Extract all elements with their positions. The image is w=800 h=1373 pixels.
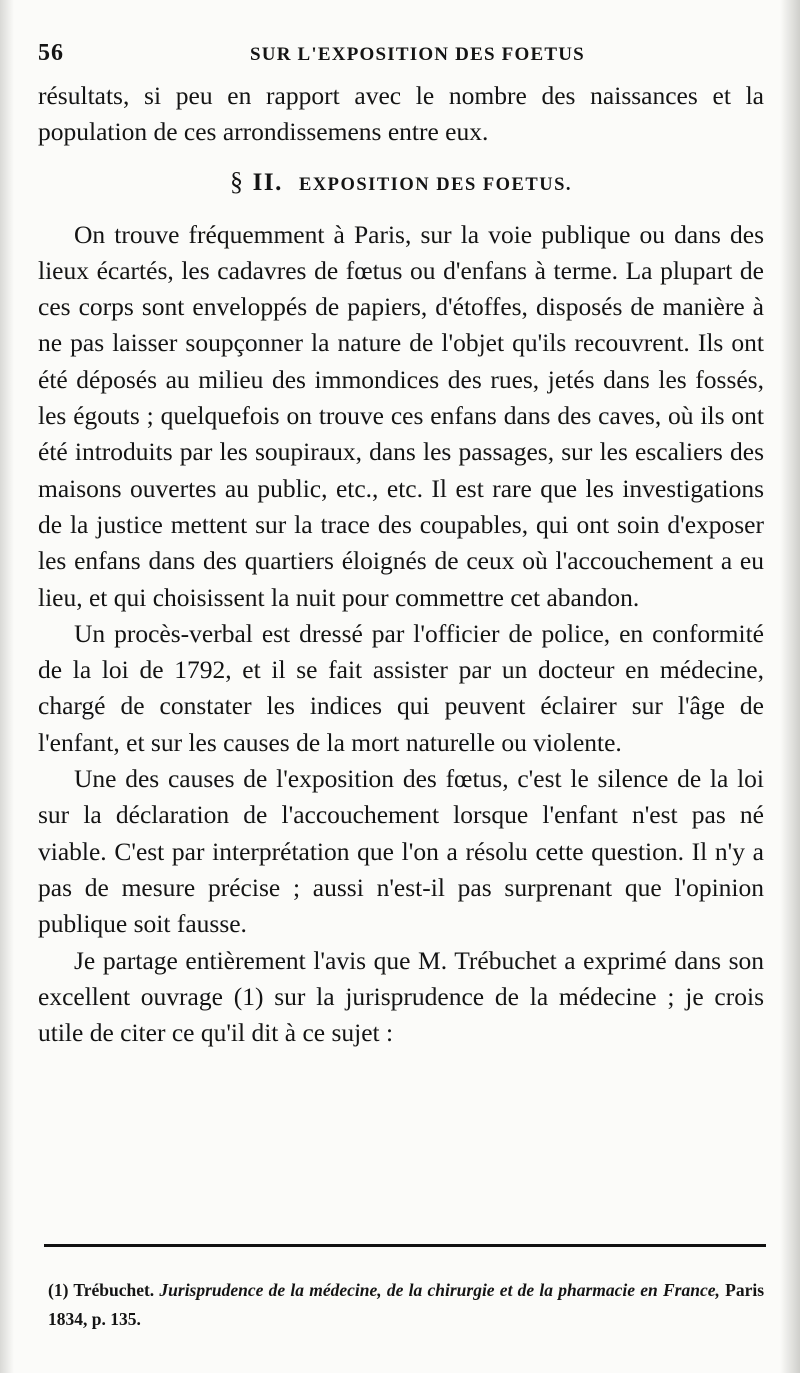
footnote-divider <box>44 1244 766 1247</box>
footnote-title: Jurisprudence de la médecine, de la chirurgie et de la pharmacie en France, <box>159 1280 720 1300</box>
section-number: II. <box>252 168 283 196</box>
footnote-marker: (1) <box>48 1280 69 1300</box>
running-title: SUR L'EXPOSITION DES FOETUS <box>250 44 585 65</box>
paragraph: On trouve fréquemment à Paris, sur la voie publique ou dans des lieux écartés, les cadavres de fœtus ou d'enfans à terme. La plupart de ces corps sont enveloppés de papiers, d'étoffes, disposés de manière à ne pas laisser soupçonner la nature de l'objet qu'ils recouvrent. Ils ont été déposés au milieu des immondices des rues, jetés dans les fossés, les égouts ; quelquefois on trouve ces enfans dans des caves, où ils ont été introduits par les soupiraux, dans les passages, sur les escaliers des maisons ouvertes au public, etc., etc. Il est rare que les investigations de la justice mettent sur la trace des coupables, qui ont soin d'exposer les enfans dans des quartiers éloignés de ceux où l'accouchement a eu lieu, et qui choisissent la nuit pour commettre cet abandon. <box>38 219 764 612</box>
paragraph: Une des causes de l'exposition des fœtus, c'est le silence de la loi sur la déclaration de l'accouchement lorsque l'enfant n'est pas né viable. C'est par interprétation que l'on a résolu cette question. Il n'y a pas de mesure précise ; aussi n'est-il pas surprenant que l'opinion publique soit fausse. <box>38 764 764 939</box>
footnote-author: Trébuchet. <box>73 1280 155 1300</box>
scan-shadow-left <box>0 0 14 1373</box>
section-heading <box>38 151 764 217</box>
paragraph: Je partage entièrement l'avis que M. Trébuchet a exprimé dans son excellent ouvrage (1) sur la jurisprudence de la médecine ; je crois utile de citer ce qu'il dit à ce sujet : <box>38 945 764 1048</box>
section-sign: § <box>229 166 245 196</box>
main-text <box>38 78 764 1051</box>
section-title: EXPOSITION DES FOETUS. <box>298 174 573 195</box>
running-header <box>38 40 760 74</box>
page-number: 56 <box>38 40 64 66</box>
paragraph: Un procès-verbal est dressé par l'officier de police, en conformité de la loi de 1792, et il se fait assister par un docteur en médecine, chargé de constater les indices qui peuvent éclairer sur l'âge de l'enfant, et sur les causes de la mort naturelle ou violente. <box>38 618 764 757</box>
intro-paragraph: résultats, si peu en rapport avec le nombre des naissances et la population de ces arrondissemens entre eux. <box>38 81 764 147</box>
scan-shadow-right <box>780 0 800 1373</box>
footnote-details: Paris 1834, p. 135. <box>48 1280 765 1329</box>
footnote <box>48 1276 764 1334</box>
